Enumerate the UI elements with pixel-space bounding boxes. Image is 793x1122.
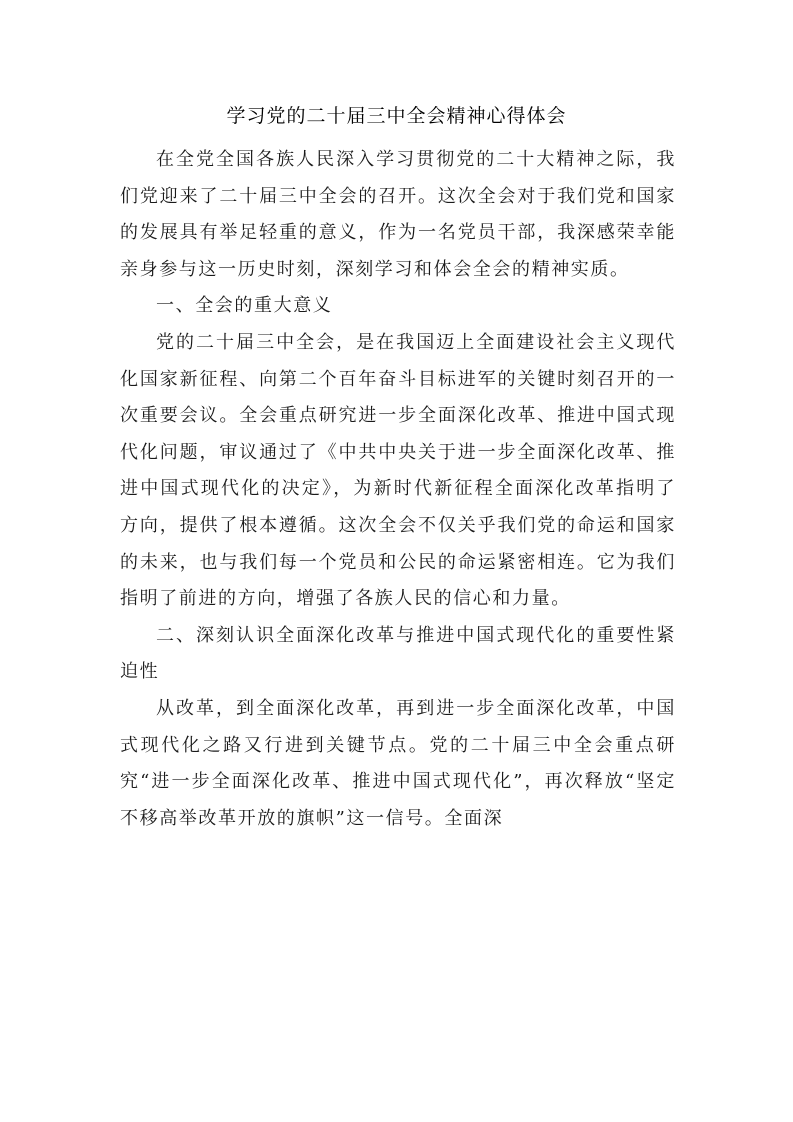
section-paragraph-2: 从改革，到全面深化改革，再到进一步全面深化改革，中国式现代化之路又行进到关键节点。党的二十届三中全会重点研究“进一步全面深化改革、推进中国式现代化”，再次释放“坚定不移高举改革开放的旗帜”这一信号。全面深 [120,697,676,829]
intro-paragraph: 在全党全国各族人民深入学习贯彻党的二十大精神之际，我们党迎来了二十届三中全会的召开。这次全会对于我们党和国家的发展具有举足轻重的意义，作为一名党员干部，我深感荣幸能亲身参与这一历史时刻，深刻学习和体会全会的精神实质。 [120,149,676,280]
section-heading-2: 二、深刻认识全面深化改革与推进中国式现代化的重要性紧迫性 [120,624,676,683]
document-title: 学习党的二十届三中全会精神心得体会 [226,105,567,127]
section-paragraph-1: 党的二十届三中全会，是在我国迈上全面建设社会主义现代化国家新征程、向第二个百年奋斗目标进军的关键时刻召开的一次重要会议。全会重点研究进一步全面深化改革、推进中国式现代化问题，审议通过了《中共中央关于进一步全面深化改革、推进中国式现代化的决定》，为新时代新征程全面深化改革指明了方向，提供了根本遵循。这次全会不仅关乎我们党的命运和国家的未来，也与我们每一个党员和公民的命运紧密相连。它为我们指明了前进的方向，增强了各族人民的信心和力量。 [120,331,676,610]
document-body [120,142,676,837]
section-heading-1: 一、全会的重大意义 [156,295,333,317]
